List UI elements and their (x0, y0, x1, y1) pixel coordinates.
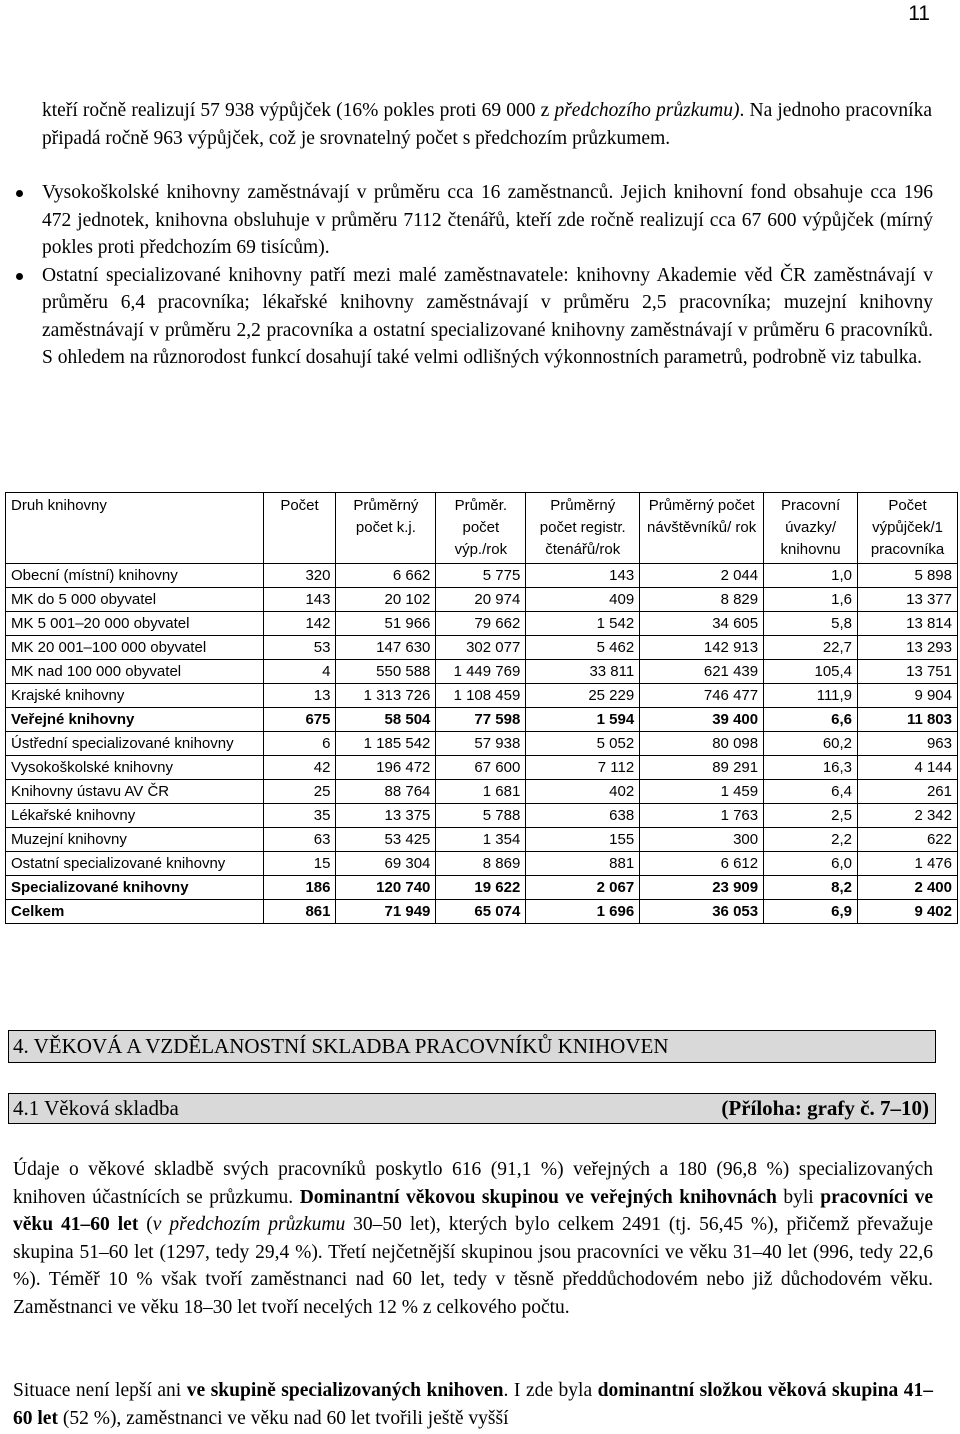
table-cell: 6,4 (764, 780, 858, 804)
table-row (6, 732, 958, 756)
table-cell: 67 600 (436, 756, 526, 780)
table-cell: 6 (263, 732, 336, 756)
bullet-list (13, 179, 933, 372)
table-cell: 4 (263, 660, 336, 684)
table-row (6, 852, 958, 876)
section-4-1-heading: 4.1 Věková skladba (13, 1096, 179, 1120)
table-cell: 409 (526, 588, 640, 612)
table-row (6, 828, 958, 852)
table-cell: 57 938 (436, 732, 526, 756)
body1-text: 30–50 let), kterých bylo celkem 2491 (tj. 56,45 %), přičemž převažuje skupina 51–60 let (1297, tedy 29,4 %). Třetí nejčetnější skupinou jsou pracovníci ve věku 31–40 let (996, tedy 22,6 %). Téměř 10 % však tvoří zaměstnanci nad 60 let, tedy v těsně předdůchodovém nebo již důchodovém věku. Zaměstnanci ve věku 18–30 let tvoří necelých 12 % z celkového počtu. (13, 1214, 933, 1318)
table-cell: 79 662 (436, 612, 526, 636)
intro-paragraph (42, 97, 932, 152)
table-row-label: Krajské knihovny (6, 684, 264, 708)
table-row-label: Celkem (6, 900, 264, 924)
table-row (6, 756, 958, 780)
table-row (6, 660, 958, 684)
section-4-1-heading-bar (8, 1093, 936, 1124)
table-cell: 1 681 (436, 780, 526, 804)
table-cell: 88 764 (336, 780, 436, 804)
library-statistics-table (5, 492, 958, 924)
table-cell: 963 (858, 732, 958, 756)
table-cell: 6,6 (764, 708, 858, 732)
table-cell: 302 077 (436, 636, 526, 660)
body1-text: ( (138, 1214, 153, 1235)
table-cell: 5 898 (858, 564, 958, 588)
table-row (6, 684, 958, 708)
table-cell: 20 102 (336, 588, 436, 612)
table-cell: 675 (263, 708, 336, 732)
table-cell: 20 974 (436, 588, 526, 612)
body2-bold: dominantní složkou věková skupina 41–60 let (13, 1380, 933, 1429)
table-cell: 142 (263, 612, 336, 636)
table-row-label: MK 20 001–100 000 obyvatel (6, 636, 264, 660)
table-cell: 142 913 (640, 636, 764, 660)
table-header-cell: Pracovní úvazky/ knihovnu (764, 493, 858, 564)
bullet-item (13, 262, 933, 372)
table-cell: 1 108 459 (436, 684, 526, 708)
table-row-label: MK nad 100 000 obyvatel (6, 660, 264, 684)
table-cell: 34 605 (640, 612, 764, 636)
table-row-label: Ústřední specializované knihovny (6, 732, 264, 756)
table-cell: 550 588 (336, 660, 436, 684)
table-header-cell: Průměrný počet návštěvníků/ rok (640, 493, 764, 564)
table-cell: 147 630 (336, 636, 436, 660)
table-row-label: MK 5 001–20 000 obyvatel (6, 612, 264, 636)
table-cell: 1,6 (764, 588, 858, 612)
section-4-1-note: (Příloha: grafy č. 7–10) (721, 1096, 929, 1120)
table-cell: 80 098 (640, 732, 764, 756)
table-cell: 1 476 (858, 852, 958, 876)
table-cell: 2 400 (858, 876, 958, 900)
table-body (6, 564, 958, 924)
table-cell: 25 (263, 780, 336, 804)
table-cell: 5,8 (764, 612, 858, 636)
table-cell: 155 (526, 828, 640, 852)
table-cell: 300 (640, 828, 764, 852)
table-header-cell: Průměrný počet k.j. (336, 493, 436, 564)
table-cell: 11 803 (858, 708, 958, 732)
table-cell: 13 377 (858, 588, 958, 612)
table-cell: 6 662 (336, 564, 436, 588)
table-cell: 186 (263, 876, 336, 900)
table-cell: 5 775 (436, 564, 526, 588)
table-cell: 622 (858, 828, 958, 852)
table-row (6, 636, 958, 660)
body2-text: . I zde byla (503, 1380, 598, 1401)
table-row (6, 588, 958, 612)
table-row (6, 900, 958, 924)
table-row (6, 876, 958, 900)
page-number: 11 (908, 2, 930, 25)
table-row (6, 804, 958, 828)
table-cell: 25 229 (526, 684, 640, 708)
intro-text-italic: předchozího průzkumu) (554, 100, 740, 121)
intro-text-3: . Na jednoho pracovníka připadá ročně 963 výpůjček, což je srovnatelný počet s předchozím průzkumem. (42, 100, 932, 149)
table-row (6, 612, 958, 636)
table-cell: 1 459 (640, 780, 764, 804)
table-row-label: Knihovny ústavu AV ČR (6, 780, 264, 804)
table-cell: 71 949 (336, 900, 436, 924)
bullet-text: Ostatní specializované knihovny patří mezi malé zaměstnavatele: knihovny Akademie věd ČR zaměstnávají v průměru 6,4 pracovníka; lékařské knihovny zaměstnávají v průměru 2,5 pracovníka; muzejní knihovny zaměstnávají v průměru 2,2 pracovníka a ostatní specializované knihovny zaměstnávají v průměru 6 pracovníků. S ohledem na různorodost funkcí dosahují také velmi odlišných výkonnostních parametrů, podrobně viz tabulka. (42, 264, 933, 368)
table-cell: 15 (263, 852, 336, 876)
table-cell: 9 402 (858, 900, 958, 924)
table-cell: 1,0 (764, 564, 858, 588)
table-row-label: Muzejní knihovny (6, 828, 264, 852)
table-cell: 7 112 (526, 756, 640, 780)
table-cell: 2 044 (640, 564, 764, 588)
table-row (6, 780, 958, 804)
table-cell: 63 (263, 828, 336, 852)
table-cell: 8 829 (640, 588, 764, 612)
table-cell: 39 400 (640, 708, 764, 732)
table-cell: 2,2 (764, 828, 858, 852)
table-cell: 143 (526, 564, 640, 588)
table-cell: 143 (263, 588, 336, 612)
table-row-label: Specializované knihovny (6, 876, 264, 900)
table-cell: 111,9 (764, 684, 858, 708)
table-cell: 105,4 (764, 660, 858, 684)
table-cell: 36 053 (640, 900, 764, 924)
table-cell: 1 696 (526, 900, 640, 924)
bullet-dot-icon (16, 190, 23, 197)
bullet-dot-icon (16, 273, 23, 280)
table-cell: 19 622 (436, 876, 526, 900)
table-row-label: Lékařské knihovny (6, 804, 264, 828)
table-cell: 8,2 (764, 876, 858, 900)
table-cell: 13 (263, 684, 336, 708)
body1-bold: Dominantní věkovou skupinou ve veřejných knihovnách (299, 1186, 777, 1208)
table-cell: 60,2 (764, 732, 858, 756)
table-cell: 261 (858, 780, 958, 804)
table-cell: 5 462 (526, 636, 640, 660)
table-cell: 6,9 (764, 900, 858, 924)
table-cell: 42 (263, 756, 336, 780)
table-header-cell: Počet výpůjček/1 pracovníka (858, 493, 958, 564)
table-cell: 23 909 (640, 876, 764, 900)
table-cell: 2,5 (764, 804, 858, 828)
table-cell: 58 504 (336, 708, 436, 732)
table-cell: 2 067 (526, 876, 640, 900)
table-cell: 621 439 (640, 660, 764, 684)
table-cell: 120 740 (336, 876, 436, 900)
table-cell: 33 811 (526, 660, 640, 684)
table-cell: 35 (263, 804, 336, 828)
table-row-label: Obecní (místní) knihovny (6, 564, 264, 588)
table-cell: 8 869 (436, 852, 526, 876)
table-cell: 1 449 769 (436, 660, 526, 684)
table-cell: 77 598 (436, 708, 526, 732)
table-cell: 53 425 (336, 828, 436, 852)
table-header-cell: Průměrný počet registr. čtenářů/rok (526, 493, 640, 564)
table-cell: 13 751 (858, 660, 958, 684)
table-cell: 320 (263, 564, 336, 588)
table-header-cell: Druh knihovny (6, 493, 264, 564)
table-cell: 881 (526, 852, 640, 876)
body1-text: Údaje o věkové skladbě svých pracovníků poskytlo 616 (91,1 %) veřejných a 180 (96,8 %) specializovaných knihoven účastnících se průzkumu. (13, 1159, 933, 1208)
table-header-cell: Průměr. počet výp./rok (436, 493, 526, 564)
table-cell: 13 293 (858, 636, 958, 660)
table-cell: 69 304 (336, 852, 436, 876)
body-paragraph-2 (13, 1377, 933, 1432)
table-cell: 6,0 (764, 852, 858, 876)
table-cell: 196 472 (336, 756, 436, 780)
body-paragraph-1 (13, 1156, 933, 1321)
table-cell: 1 542 (526, 612, 640, 636)
body2-text: (52 %), zaměstnanci ve věku nad 60 let tvořili ještě vyšší (57, 1407, 509, 1429)
table-row-label: MK do 5 000 obyvatel (6, 588, 264, 612)
table-cell: 861 (263, 900, 336, 924)
table-cell: 4 144 (858, 756, 958, 780)
table-cell: 1 354 (436, 828, 526, 852)
body2-bold: ve skupině specializovaných knihoven (186, 1380, 504, 1401)
table-cell: 22,7 (764, 636, 858, 660)
body1-bold: pracovníci ve věku 41–60 let (13, 1186, 933, 1235)
table-cell: 89 291 (640, 756, 764, 780)
table-cell: 13 814 (858, 612, 958, 636)
table-cell: 2 342 (858, 804, 958, 828)
table-cell: 1 313 726 (336, 684, 436, 708)
section-4-heading-bar (8, 1030, 936, 1063)
table-cell: 13 375 (336, 804, 436, 828)
table-row (6, 564, 958, 588)
section-4-heading: 4. VĚKOVÁ A VZDĚLANOSTNÍ SKLADBA PRACOVNÍKŮ KNIHOVEN (13, 1034, 669, 1058)
table-row-label: Ostatní specializované knihovny (6, 852, 264, 876)
intro-text-1: kteří ročně realizují 57 938 výpůjček (16% pokles proti 69 000 z (42, 100, 555, 121)
table-cell: 1 594 (526, 708, 640, 732)
table-cell: 746 477 (640, 684, 764, 708)
table-row (6, 708, 958, 732)
body1-text: byli (776, 1186, 821, 1208)
table-cell: 16,3 (764, 756, 858, 780)
table-row-label: Vysokoškolské knihovny (6, 756, 264, 780)
table-cell: 9 904 (858, 684, 958, 708)
body1-italic: v předchozím průzkumu (152, 1214, 346, 1235)
table-cell: 5 052 (526, 732, 640, 756)
table-cell: 5 788 (436, 804, 526, 828)
bullet-item (13, 179, 933, 262)
table-cell: 1 185 542 (336, 732, 436, 756)
table-row-label: Veřejné knihovny (6, 708, 264, 732)
body2-text: Situace není lepší ani (13, 1380, 187, 1401)
table-header-cell: Počet (263, 493, 336, 564)
table-cell: 1 763 (640, 804, 764, 828)
table-header-row (6, 493, 958, 564)
table-cell: 402 (526, 780, 640, 804)
bullet-text: Vysokoškolské knihovny zaměstnávají v průměru cca 16 zaměstnanců. Jejich knihovní fond obsahuje cca 196 472 jednotek, knihovna obsluhuje v průměru 7112 čtenářů, kteří zde ročně realizují cca 67 600 výpůjček (mírný pokles proti předchozím 69 tisícům). (42, 182, 933, 258)
table-cell: 638 (526, 804, 640, 828)
table-cell: 65 074 (436, 900, 526, 924)
table-cell: 51 966 (336, 612, 436, 636)
table-cell: 53 (263, 636, 336, 660)
table-cell: 6 612 (640, 852, 764, 876)
